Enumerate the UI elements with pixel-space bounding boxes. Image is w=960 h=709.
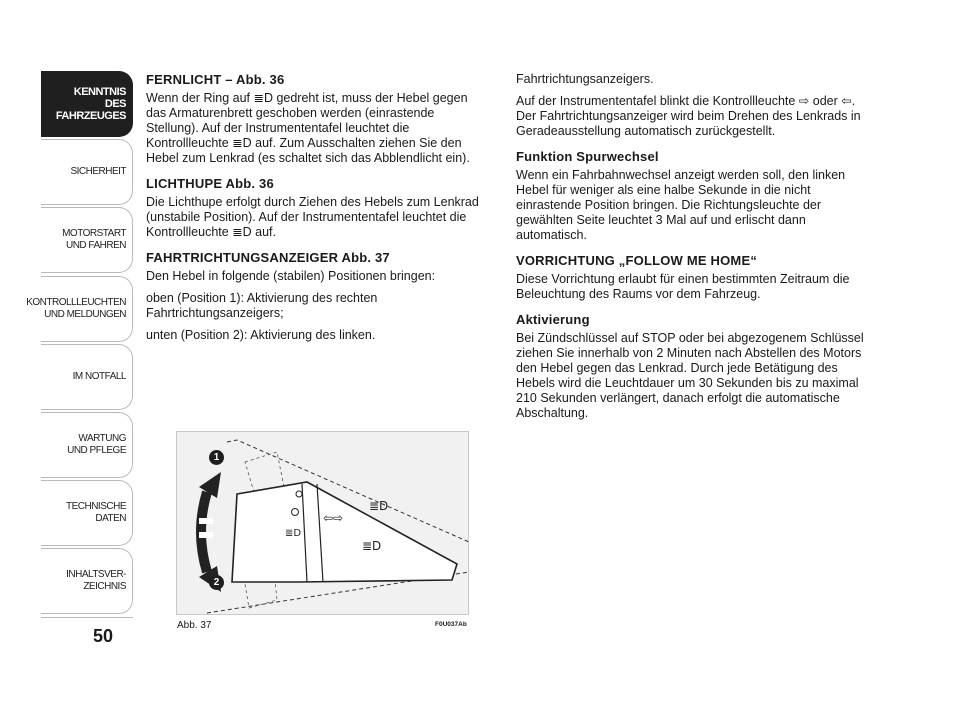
tab-inhaltsverzeichnis[interactable]: INHALTSVER- ZEICHNIS	[41, 548, 133, 614]
text-spurwechsel: Wenn ein Fahrbahnwechsel anzeigt werden soll, den linken Hebel für weniger als eine halbe Sekunde in die nicht einrastende Position bringen. Die Richtungsleuchte der gewählten Seite leuchtet 3 Mal auf und erlischt dann automatisch.	[516, 168, 846, 242]
position-1-badge: 1	[209, 450, 224, 465]
svg-text:≣D: ≣D	[285, 528, 302, 539]
figure-stalk	[176, 431, 469, 615]
text-instrumententafel: Auf der Instrumententafel blinkt die Kontrollleuchte ⇨ oder ⇦. Der Fahrtrichtungsanzeiger wird beim Drehen des Lenkrads in Geradeausstellung automatisch zurückgestellt.	[516, 94, 861, 138]
svg-text:⇦⇨: ⇦⇨	[323, 511, 344, 525]
text-continuation: Fahrtrichtungsanzeigers.	[516, 72, 654, 86]
text-aktivierung: Bei Zündschlüssel auf STOP oder bei abgezogenem Schlüssel ziehen Sie innerhalb von 2 Minuten nach Abstellen des Motors den Hebel gegen das Lenkrad. Durch jede Betätigung des Hebels wird die Leuchtdauer um 30 Sekunden bis zu maximal 210 Sekunden verlängert, danach erfolgt die automatische Abschaltung.	[516, 331, 864, 420]
svg-text:≣D: ≣D	[369, 499, 389, 513]
text-fahrtrichtung-2: oben (Position 1): Aktivierung des rechten Fahrtrichtungsanzeigers;	[146, 291, 378, 320]
heading-follow-me-home: VORRICHTUNG „FOLLOW ME HOME“	[516, 253, 758, 268]
text-follow-me-home: Diese Vorrichtung erlaubt für einen bestimmten Zeitraum die Beleuchtung des Raums vor dem Fahrzeug.	[516, 272, 850, 301]
heading-fernlicht: FERNLICHT – Abb. 36	[146, 72, 285, 87]
text-lichthupe: Die Lichthupe erfolgt durch Ziehen des Hebels zum Lenkrad (unstabile Position). Auf der Instrumententafel leuchtet die Kontrollleuchte ≣D auf.	[146, 195, 479, 239]
heading-aktivierung: Aktivierung	[516, 312, 590, 327]
tab-technische-daten[interactable]: TECHNISCHE DATEN	[41, 480, 133, 546]
page-number: 50	[93, 626, 114, 646]
position-2-badge: 2	[209, 575, 224, 590]
figure-caption: Abb. 37	[177, 620, 212, 631]
tab-sicherheit[interactable]: SICHERHEIT	[41, 139, 133, 205]
tab-kenntnis[interactable]: KENNTNIS DES FAHRZEUGES	[41, 71, 133, 137]
svg-text:≣D: ≣D	[362, 539, 382, 553]
tab-kontrollleuchten[interactable]: KONTROLLLEUCHTEN UND MELDUNGEN	[41, 276, 133, 342]
sidebar-divider	[41, 617, 133, 618]
right-column	[516, 72, 872, 428]
left-column	[146, 72, 490, 350]
text-fernlicht: Wenn der Ring auf ≣D gedreht ist, muss der Hebel gegen das Armaturenbrett geschoben werden (einrastende Stellung). Auf der Instrumententafel leuchtet die Kontrollleuchte ≣D auf. Zum Ausschalten ziehen Sie den Hebel zum Lenkrad (es schaltet sich das Abblendlicht ein).	[146, 91, 470, 165]
heading-spurwechsel: Funktion Spurwechsel	[516, 149, 659, 164]
figure-code: F0U037Ab	[435, 621, 467, 628]
text-fahrtrichtung-3: unten (Position 2): Aktivierung des linken.	[146, 328, 376, 342]
tab-notfall[interactable]: IM NOTFALL	[41, 344, 133, 410]
tab-motorstart[interactable]: MOTORSTART UND FAHREN	[41, 207, 133, 273]
heading-fahrtrichtungsanzeiger: FAHRTRICHTUNGSANZEIGER Abb. 37	[146, 250, 390, 265]
heading-lichthupe: LICHTHUPE Abb. 36	[146, 176, 274, 191]
tab-wartung[interactable]: WARTUNG UND PFLEGE	[41, 412, 133, 478]
text-fahrtrichtung-1: Den Hebel in folgende (stabilen) Positionen bringen:	[146, 269, 436, 283]
